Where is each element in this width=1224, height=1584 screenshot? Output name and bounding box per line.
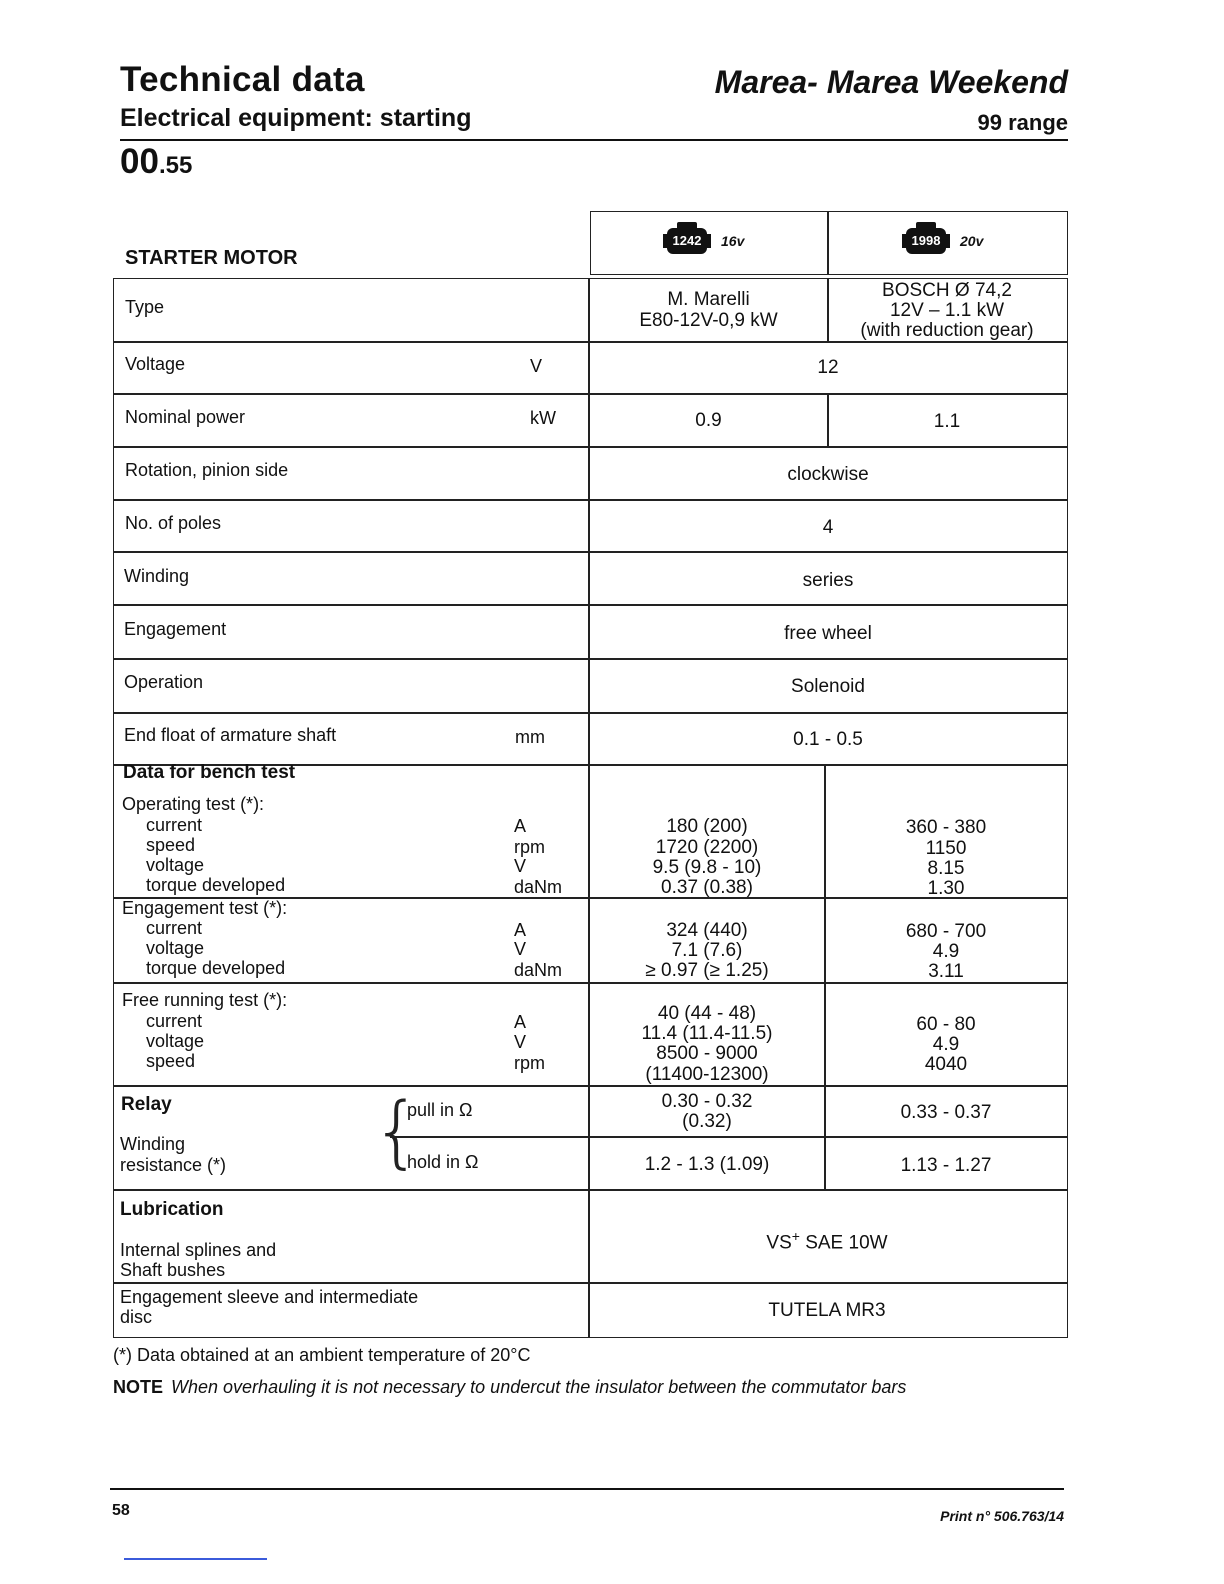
header-rule — [120, 139, 1068, 141]
row-separator — [113, 341, 1068, 343]
voltage-unit: V — [530, 356, 543, 376]
lubricant-prefix: VS — [766, 1232, 792, 1254]
engagement-current-col2: 680 - 700 — [905, 921, 987, 942]
engine-code: 1242 — [672, 233, 702, 248]
free-running-col1-line4: (11400-12300) — [645, 1064, 769, 1085]
engine-valves: 16v — [721, 233, 745, 249]
operating-speed-col2: 1150 — [925, 838, 967, 859]
type-col1-line1: M. Marelli — [667, 289, 750, 310]
lubrication-value — [588, 1226, 1066, 1253]
free-running-current-unit: A — [514, 1012, 527, 1032]
operating-voltage-label: voltage — [146, 855, 205, 875]
bench-test-title: Data for bench test — [123, 762, 296, 783]
operating-torque-label: torque developed — [146, 875, 286, 895]
poles-value: 4 — [822, 517, 834, 538]
row-separator — [113, 1189, 1068, 1191]
type-col2-line2: 12V – 1.1 kW — [889, 300, 1005, 321]
operating-current-unit: A — [514, 816, 527, 836]
operating-test-title: Operating test (*): — [122, 794, 265, 814]
note-key: NOTE — [113, 1377, 164, 1397]
row-separator — [113, 499, 1068, 501]
free-running-col2-line2: 4.9 — [932, 1034, 960, 1055]
engine-icon — [663, 222, 711, 260]
engagement-voltage-label: voltage — [146, 938, 205, 958]
engagement-current-label: current — [146, 918, 203, 938]
engagement-torque-col2: 3.11 — [928, 961, 964, 982]
operating-current-col2: 360 - 380 — [905, 817, 987, 838]
row-separator — [113, 982, 1068, 984]
row-separator — [390, 1136, 1068, 1138]
engagement-torque-label: torque developed — [146, 958, 286, 978]
free-running-current-label: current — [146, 1011, 203, 1031]
engagement-voltage-unit: V — [514, 939, 527, 959]
free-running-speed-label: speed — [146, 1051, 196, 1071]
relay-hold-col1: 1.2 - 1.3 (1.09) — [644, 1154, 770, 1175]
end-float-unit: mm — [515, 727, 545, 747]
engine-badge-1242 — [663, 222, 744, 260]
relay-winding-label: Winding — [120, 1134, 186, 1154]
free-running-voltage-unit: V — [514, 1032, 527, 1052]
voltage-label: Voltage — [125, 354, 186, 374]
engine-header-divider — [827, 211, 829, 275]
lubrication-line1: Internal splines and — [120, 1240, 277, 1260]
relay-pull-col1-line1: 0.30 - 0.32 — [661, 1091, 753, 1112]
relay-resistance-label: resistance (*) — [120, 1155, 227, 1175]
footnote: (*) Data obtained at an ambient temperature of 20°C — [113, 1345, 531, 1365]
lubrication-title: Lubrication — [120, 1199, 224, 1220]
engagement-torque-col1: ≥ 0.97 (≥ 1.25) — [645, 960, 769, 981]
lubrication-line2: Shaft bushes — [120, 1260, 226, 1280]
sleeve-line2: disc — [120, 1307, 153, 1327]
decorative-line — [124, 1558, 267, 1560]
section-main: 00 — [120, 142, 159, 181]
end-float-label: End float of armature shaft — [124, 725, 337, 745]
row-separator — [113, 712, 1068, 714]
note — [113, 1377, 906, 1398]
row-separator — [113, 446, 1068, 448]
rotation-value: clockwise — [787, 464, 869, 485]
row-separator — [113, 551, 1068, 553]
engagement-current-unit: A — [514, 920, 527, 940]
rotation-label: Rotation, pinion side — [125, 460, 289, 480]
free-running-col1-line1: 40 (44 - 48) — [657, 1003, 757, 1024]
operating-voltage-unit: V — [514, 856, 527, 876]
type-col2-line3: (with reduction gear) — [860, 320, 1034, 341]
page-subtitle: Electrical equipment: starting — [120, 104, 472, 132]
operating-voltage-col2: 8.15 — [927, 858, 965, 879]
nominal-power-col1: 0.9 — [695, 410, 722, 431]
relay-pull-label: pull in Ω — [407, 1100, 473, 1120]
relay-title: Relay — [121, 1094, 172, 1115]
relay-hold-col2: 1.13 - 1.27 — [900, 1155, 992, 1176]
free-running-voltage-label: voltage — [146, 1031, 205, 1051]
engagement-voltage-col2: 4.9 — [932, 941, 960, 962]
type-col2-line1: BOSCH Ø 74,2 — [882, 280, 1012, 301]
footer-rule — [110, 1488, 1064, 1490]
operating-speed-unit: rpm — [514, 837, 545, 857]
section-number — [120, 142, 192, 182]
row-separator — [113, 1282, 1068, 1284]
operating-current-label: current — [146, 815, 203, 835]
free-running-col1-line3: 8500 - 9000 — [656, 1043, 758, 1064]
sleeve-value: TUTELA MR3 — [768, 1300, 886, 1321]
relay-hold-label: hold in Ω — [407, 1152, 479, 1172]
operation-label: Operation — [124, 672, 204, 692]
page-number: 58 — [112, 1502, 130, 1519]
note-text: When overhauling it is not necessary to undercut the insulator between the commutator bars — [171, 1377, 907, 1397]
model-range: 99 range — [977, 110, 1068, 135]
free-running-col2-line3: 4040 — [924, 1054, 968, 1075]
row-separator — [113, 393, 1068, 395]
sleeve-line1: Engagement sleeve and intermediate — [120, 1287, 419, 1307]
free-running-col2-line1: 60 - 80 — [916, 1014, 976, 1035]
winding-label: Winding — [124, 566, 190, 586]
nominal-power-label: Nominal power — [125, 407, 246, 427]
engine-code: 1998 — [911, 233, 941, 248]
engine-badge-1998 — [902, 222, 983, 260]
free-running-speed-unit: rpm — [514, 1053, 545, 1073]
brace-icon: { — [372, 1087, 422, 1177]
engagement-current-col1: 324 (440) — [666, 920, 748, 941]
operating-torque-col1: 0.37 (0.38) — [661, 877, 753, 898]
operating-voltage-col1: 9.5 (9.8 - 10) — [652, 857, 762, 878]
operation-value: Solenoid — [791, 676, 865, 697]
row-separator — [113, 658, 1068, 660]
operating-torque-unit: daNm — [514, 877, 563, 897]
relay-pull-col1-line2: (0.32) — [682, 1111, 732, 1132]
winding-value: series — [802, 570, 854, 591]
end-float-value: 0.1 - 0.5 — [793, 729, 863, 750]
engagement-torque-unit: daNm — [514, 960, 563, 980]
row-separator — [113, 604, 1068, 606]
engine-icon — [902, 222, 950, 260]
type-label: Type — [125, 297, 165, 317]
nominal-power-unit: kW — [530, 408, 556, 428]
nominal-power-col2: 1.1 — [933, 411, 961, 432]
voltage-value: 12 — [817, 357, 839, 378]
engagement-test-title: Engagement test (*): — [122, 898, 288, 918]
engagement-voltage-col1: 7.1 (7.6) — [671, 940, 743, 961]
engine-header-box — [590, 211, 1068, 275]
page-title: Technical data — [120, 60, 365, 99]
model-title: Marea- Marea Weekend — [714, 64, 1068, 100]
operating-current-col1: 180 (200) — [666, 816, 748, 837]
type-col1-line2: E80-12V-0,9 kW — [639, 310, 778, 331]
engine-valves: 20v — [960, 233, 984, 249]
engagement-label: Engagement — [124, 619, 227, 639]
row-separator — [113, 1085, 1068, 1087]
operating-speed-col1: 1720 (2200) — [655, 837, 759, 858]
operating-torque-col2: 1.30 — [927, 878, 965, 899]
lubricant-sup: + — [791, 1228, 800, 1244]
section-sub: .55 — [158, 152, 193, 179]
lubricant-suffix: SAE 10W — [799, 1232, 888, 1254]
operating-speed-label: speed — [146, 835, 196, 855]
print-reference: Print n° 506.763/14 — [940, 1508, 1064, 1524]
engagement-value: free wheel — [784, 623, 872, 644]
table-heading: STARTER MOTOR — [125, 247, 298, 269]
free-running-title: Free running test (*): — [122, 990, 288, 1010]
free-running-col1-line2: 11.4 (11.4-11.5) — [641, 1023, 773, 1044]
column-separator — [588, 278, 590, 1338]
relay-pull-col2: 0.33 - 0.37 — [900, 1102, 992, 1123]
poles-label: No. of poles — [125, 513, 222, 533]
